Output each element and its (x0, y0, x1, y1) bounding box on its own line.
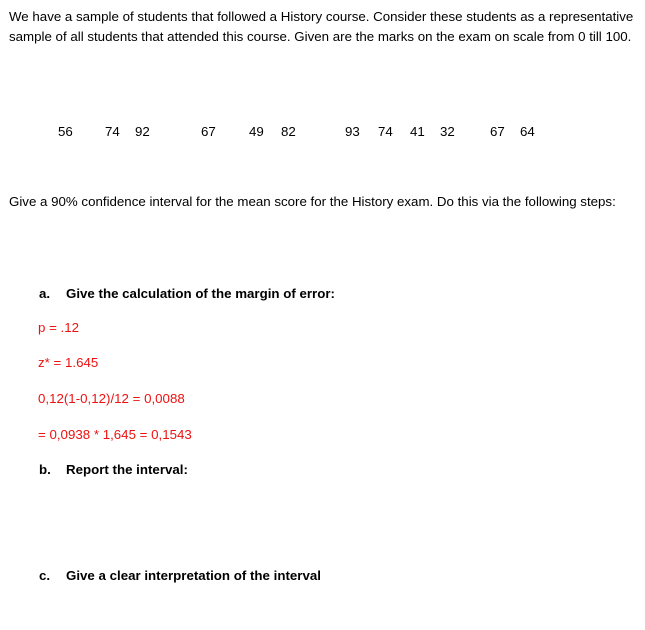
question-paragraph: Give a 90% confidence interval for the mean score for the History exam. Do this via the following steps: (9, 194, 616, 209)
answer-line: z* = 1.645 (38, 355, 99, 370)
mark-value: 74 (105, 124, 120, 139)
mark-value: 67 (490, 124, 505, 139)
mark-value: 32 (440, 124, 455, 139)
mark-value: 93 (345, 124, 360, 139)
mark-value: 49 (249, 124, 264, 139)
answer-line: p = .12 (38, 320, 80, 335)
step-letter: a. (39, 286, 51, 301)
step-letter: c. (39, 568, 51, 583)
mark-value: 82 (281, 124, 296, 139)
mark-value: 67 (201, 124, 216, 139)
mark-value: 41 (410, 124, 425, 139)
step-letter: b. (39, 462, 51, 477)
mark-value: 92 (135, 124, 150, 139)
step-text: Report the interval: (66, 462, 188, 477)
mark-value: 64 (520, 124, 535, 139)
step-c-heading (39, 566, 321, 586)
answer-line: = 0,0938 * 1,645 = 0,1543 (38, 427, 192, 442)
intro-paragraph: We have a sample of students that followed a History course. Consider these students as a representative sample of all students that attended this course. Given are the marks on the exam on scale from 0 till 100. (9, 9, 634, 44)
step-text: Give the calculation of the margin of error: (66, 286, 335, 301)
step-a-heading (39, 284, 335, 304)
answer-line: 0,12(1-0,12)/12 = 0,0088 (38, 391, 185, 406)
mark-value: 56 (58, 124, 73, 139)
exam-marks-row (0, 122, 645, 142)
step-b-heading (39, 460, 188, 480)
step-text: Give a clear interpretation of the interval (66, 568, 321, 583)
mark-value: 74 (378, 124, 393, 139)
